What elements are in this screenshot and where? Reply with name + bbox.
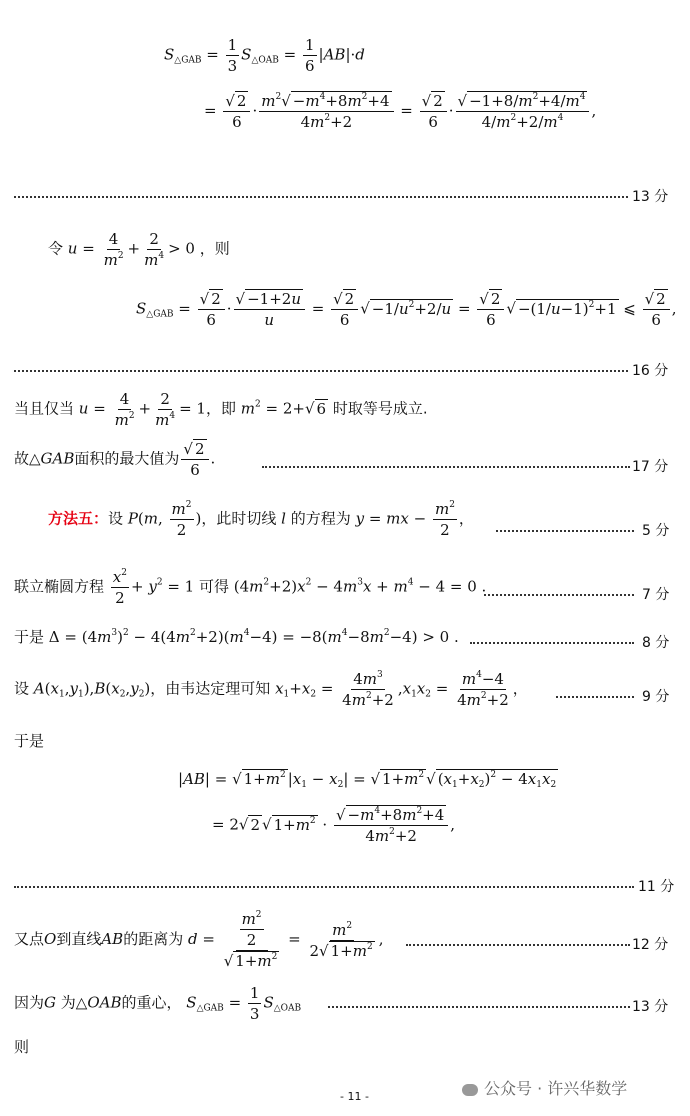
method-five-label: 方法五： <box>48 509 109 528</box>
eq-centroid: 因为G 为△OAB的重心， $S_{\triangle GAB}$ = $\frac{1}{3}$ $S_{\triangle OAB}$ <box>14 984 302 1023</box>
score-13: 13 分 <box>632 999 669 1015</box>
score-17: 17 分 <box>632 459 669 475</box>
watermark-text: 公众号 · 许兴华数学 <box>484 1079 628 1098</box>
text-therefore: 于是 <box>14 732 45 750</box>
score-12: 12 分 <box>632 937 669 953</box>
page-number: - 11 - <box>340 1090 369 1103</box>
dotted-leader <box>262 466 630 468</box>
method-five-setup: 方法五：设 P(m, $\frac{m^2}{2}$ )，此时切线 l 的方程为 y = mx − $\frac{m^2}{2}$ ， <box>48 500 474 539</box>
score-8: 8 分 <box>642 635 670 651</box>
eq-vieta: 设 $A(x_1,y_1),B(x_2,y_2)$，由韦达定理可知 $x_1+x_2$ = $\frac{4m^3}{4m^2+2}$ $,x_1x_2$ = $\frac{m^4-4}{4m^2+2}$ ， <box>14 670 528 709</box>
eq-chord-length: |AB| = √ $1+m^2$ $|x_1 - x_2|$ = √ $1+m^2$ √ $(x_1+x_2)^2 - 4x_1x_2$ <box>178 770 557 790</box>
eq-equality-condition: 当且仅当 u = $\frac{4}{m^2}$ + $\frac{2}{m^4}$ = 1，即 $m^2 = 2+√$ 6 时取等号成立. <box>14 390 428 429</box>
text-then: 则 <box>14 1038 30 1056</box>
dotted-leader <box>484 594 634 596</box>
score-5: 5 分 <box>642 523 670 539</box>
dotted-leader <box>328 1006 630 1008</box>
dotted-leader <box>406 944 630 946</box>
eq-area-expanded: = $\frac{√ 2}{6}$ · $\frac{m^2√ -m^4+8m^2+4}{4m^2+2}$ = $\frac{√ 2}{6}$ · $\frac{√ -1+8/m^2+4/m^4}{4/m^2+2/m^4}$ , <box>204 92 597 131</box>
eq-discriminant: 于是 $\Delta = (4m^3)^2 - 4(4m^2+2)(m^4-4) = -8(m^4-8m^2-4) > 0$ . <box>14 628 459 646</box>
score-13: 13 分 <box>632 189 669 205</box>
watermark <box>462 1076 627 1099</box>
wechat-icon <box>462 1084 478 1096</box>
score-7: 7 分 <box>642 587 670 603</box>
eq-chord-length-simplified: = 2√ 2 √ $1+m^2$ · $\frac{√ -m^4+8m^2+4}{4m^2+2}$ , <box>212 806 456 845</box>
dotted-leader <box>496 530 634 532</box>
max-area-statement: 故△GAB面积的最大值为 $\frac{√ 2}{6}$ . <box>14 440 216 479</box>
eq-area-in-u: $S_{\triangle GAB}$ = $\frac{√ 2}{6}$ · $\frac{√ -1+2u}{u}$ = $\frac{√ 2}{6}$ √ $-1/u^2+2/u$ = $\frac{√ 2}{6}$ √ $-(1/u-1)^2+1$ ⩽ $\frac{√ 2}{6}$ , <box>136 290 677 329</box>
dotted-leader <box>470 642 634 644</box>
dotted-leader <box>14 886 634 888</box>
score-9: 9 分 <box>642 689 670 705</box>
dotted-leader <box>14 370 628 372</box>
eq-ellipse-system: 联立椭圆方程 $\frac{x^2}{2}$ + $y^2 = 1$ 可得 $(4m^2+2)x^2 - 4m^3x + m^4 - 4 = 0$ . <box>14 568 487 607</box>
dotted-leader <box>14 196 628 198</box>
score-16: 16 分 <box>632 363 669 379</box>
eq-distance: 又点O到直线AB的距离为 d = $\frac{\frac{m^2}{2}}{√ 1+m^2}$ = $\frac{m^2}{2√ 1+m^2}$ , <box>14 910 384 970</box>
score-11: 11 分 <box>638 879 675 895</box>
eq-area-relation: $S_{\triangle GAB}$ = $\frac{1}{3}$ $S_{\triangle OAB}$ = $\frac{1}{6}$ |AB|·d <box>164 36 365 75</box>
dotted-leader <box>556 696 634 698</box>
eq-let-u: 令 u = $\frac{4}{m^2}$ + $\frac{2}{m^4}$ > 0 ，则 <box>48 230 230 269</box>
